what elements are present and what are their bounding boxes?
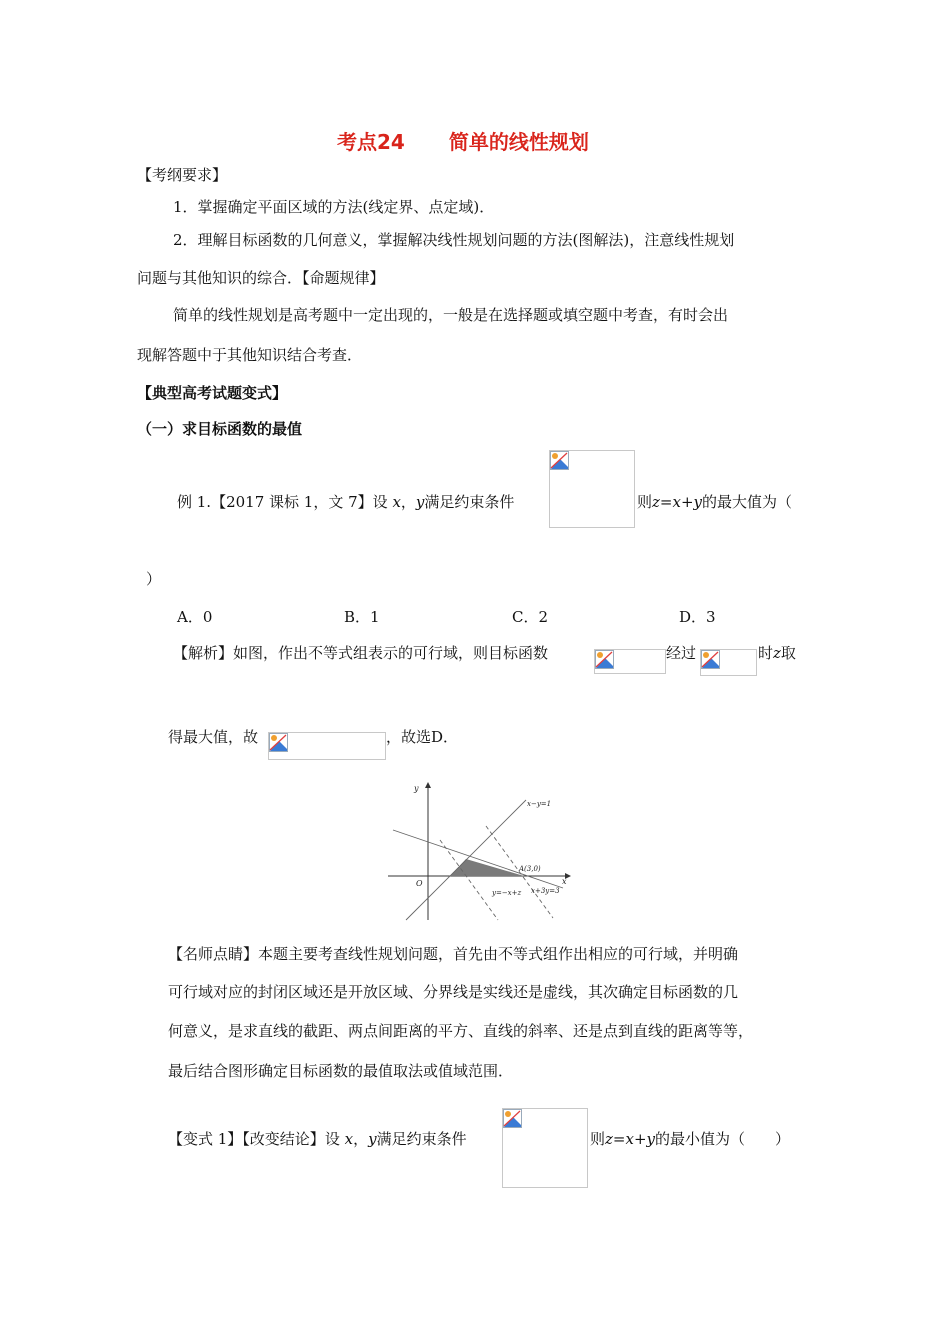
kgyq-item-2-line-2: 问题与其他知识的综合．【命题规律】 [137,269,385,287]
objective-line-dashed-1 [440,840,498,920]
kgyq-heading: 【考纲要求】 [137,166,228,184]
title-number: 考点24 [337,130,405,154]
broken-image-icon [503,1109,522,1128]
title-name: 简单的线性规划 [448,130,589,154]
comment-line-4: 最后结合图形确定目标函数的最值取法或值域范围． [168,1062,514,1080]
comment-line-2: 可行域对应的封闭区域还是开放区域、分界线是实线还是虚线，其次确定目标函数的几 [168,983,739,1001]
line-x-plus-3y-label: x+3y=3 [531,887,560,895]
option-c: C．2 [512,608,549,626]
answer-placeholder [268,732,386,760]
option-d: D．3 [679,608,716,626]
line-x-minus-y [406,800,526,920]
section-heading: 【典型高考试题变式】 [137,384,288,402]
analysis-line-2-a: 得最大值，故 [168,728,259,746]
example1-x: x [392,493,401,511]
variant1-y: y [368,1130,377,1148]
variant1-x: x [344,1130,354,1148]
objective-line-label: y=−x+z [492,889,522,897]
mtgl-line-1: 简单的线性规划是高考题中一定出现的，一般是在选择题或填空题中考查，有时会出 [173,306,729,324]
variant1-formula: z=x+y [605,1130,655,1148]
example1-y: y [415,493,425,511]
variant1-text [168,1128,467,1149]
variant1-suffix: 的最小值为（ ） [655,1130,791,1148]
line-x-minus-y-label: x−y=1 [527,800,552,808]
example1-condition: 满足约束条件 [424,493,515,511]
feasible-region-figure [388,780,588,925]
broken-image-icon [550,451,569,470]
variant1-prefix: 【变式 1】【改变结论】设 [168,1130,340,1148]
variant1-then: 则 [590,1130,606,1148]
analysis-line-1-a: 【解析】如图，作出不等式组表示的可行域，则目标函数 [173,644,549,662]
analysis-shi: 时 [758,644,774,662]
comment-line-1: 【名师点睛】本题主要考查线性规划问题，首先由不等式组作出相应的可行域，并明确 [168,945,739,963]
page-title [337,126,589,155]
analysis-z: z [773,644,781,662]
example1-text [177,491,514,512]
analysis-line-2-b: ，故选D． [386,728,459,746]
example1-prefix: 例 1.【2017 课标 1，文 7】设 [177,493,388,511]
broken-image-icon [701,650,720,669]
objective-function-placeholder [594,649,666,674]
example1-comma: ， [400,493,416,511]
kgyq-item-1: 1．掌握确定平面区域的方法(线定界、点定域)． [173,198,495,216]
variant1-comma: ， [353,1130,369,1148]
broken-image-icon [269,733,288,752]
point-placeholder [700,649,757,676]
example1-close: ） [146,570,162,588]
option-b: B．1 [344,608,380,626]
y-axis-label: y [414,784,419,793]
comment-line-3: 何意义，是求直线的截距、两点间距离的平方、直线的斜率、还是点到直线的距离等等， [168,1022,754,1040]
point-a-label: A(3,0) [519,865,541,873]
analysis-qu: 取 [780,644,796,662]
broken-image-icon [595,650,614,669]
analysis-line-1-c [758,642,796,663]
example1-suffix: 的最大值为（ [702,493,793,511]
subsection-heading: （一）求目标函数的最值 [137,420,303,438]
analysis-line-1-b: 经过 [666,644,697,662]
mtgl-line-2: 现解答题中于其他知识结合考查． [137,346,363,364]
variant1-condition: 满足约束条件 [376,1130,467,1148]
feasible-region [450,859,524,876]
example1-formula: z=x+y [652,493,702,511]
variant1-text-after [590,1128,790,1149]
option-a: A．0 [177,608,213,626]
constraint-image-placeholder [549,450,635,528]
x-axis-label: x [562,877,567,886]
kgyq-item-2-line-1: 2．理解目标函数的几何意义，掌握解决线性规划问题的方法(图解法)，注意线性规划 [173,231,735,249]
variant1-constraint-placeholder [502,1108,588,1188]
origin-label: O [416,879,423,888]
example1-text-after [637,491,792,512]
example1-then: 则 [637,493,653,511]
